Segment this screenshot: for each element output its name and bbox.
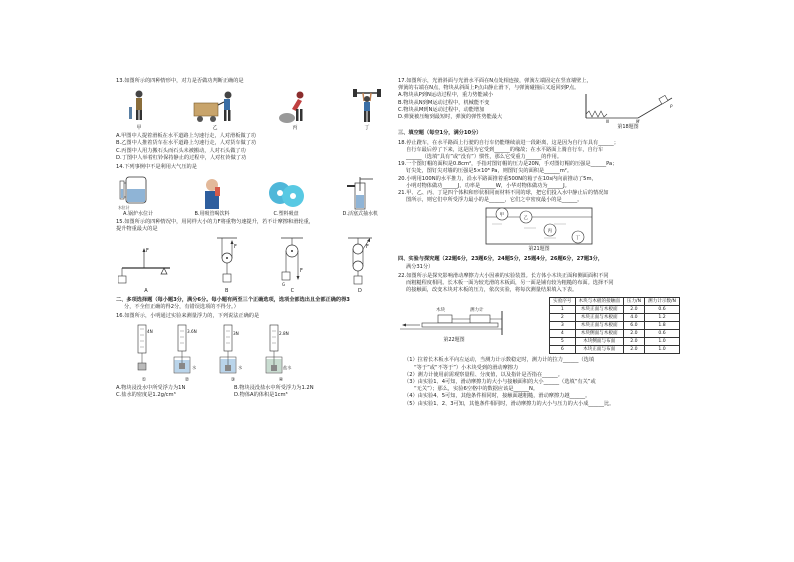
table-cell: 6 (550, 346, 575, 354)
q16-step-1: ① (141, 377, 147, 384)
spring-scale-water-diagram (172, 323, 202, 377)
q15-figures (118, 236, 374, 294)
q22-fig-caption: 第22题图 (443, 337, 465, 344)
q22-sub-1: （1）拉着长木板水平向左运动，当测力计示数稳定时，测力计的拉力______（选填 (404, 357, 595, 364)
q13-fig-bing (278, 89, 312, 131)
table-header: 实验序号 (550, 298, 575, 306)
q22-line2: 而粗糙程度相同。长木板一面为较光滑的木板面，另一面是铺有较为粗糙的布面。选择不同 (406, 280, 614, 287)
table-cell: 木块正面与木板面 (575, 322, 623, 330)
table-cell: 4.0 (623, 314, 644, 322)
q16-fig-4 (264, 323, 298, 383)
q16-reading-2: 3.6N (187, 329, 197, 335)
q14-fig-c (266, 177, 306, 217)
table-cell: 2.0 (623, 346, 644, 354)
pulley-block-diagram (346, 236, 374, 288)
ball-yi-label: 乙 (523, 216, 528, 222)
q22-sub-5: （5）由实验1、2、3可知，其他条件相同时，滑动摩擦力的大小与压力的大小成______比。 (404, 400, 615, 407)
q17-fig-caption: 第18题图 (617, 124, 639, 131)
q16-option-c: C.盐水的密度是1.2g/cm³ (116, 392, 176, 399)
table-cell: 木块正面与木板面 (575, 314, 623, 322)
q13-option-a: A.甲图中人提着滑板在水平道路上匀速行走，人对滑板做了功 (116, 133, 256, 140)
table-cell: 2 (550, 314, 575, 322)
table-cell: 5 (550, 338, 575, 346)
table-cell: 1 (550, 306, 575, 314)
q16-options (116, 385, 388, 399)
q13-option-d: D.丁图中人举着杠铃保持静止的过程中，人对杠铃做了功 (116, 154, 247, 161)
q16-liquid-2: 水 (192, 365, 197, 371)
q18-line3: ______（选填“具有”或“没有”）惯性，那么它受重力______的作用。 (406, 154, 563, 161)
suction-cups-icon (266, 177, 306, 211)
spring-scale-saltwater-diagram (264, 323, 298, 377)
q21-line2: 图所示，则它们中所受浮力最小的是______，它们之中密度最小的是______。 (406, 197, 583, 204)
table-cell: 4 (550, 330, 575, 338)
q17-line2: 弹簧的右端在N点，物块从斜面上P点由静止滑下，与弹簧碰撞后又返回到P点。 (398, 85, 580, 92)
section2-title: 二、多项选择题（每小题3分，满分6分。每小题有两至三个正确选项，选项全部选出且全部正确的得3 (116, 296, 350, 303)
table-cell: 木块侧面与布面 (575, 338, 623, 346)
q14-stem: 14.下列事例中不是利用大气压的是 (116, 164, 197, 171)
q14-label-d: D.活塞式抽水机 (342, 211, 378, 218)
q22-figure (398, 305, 510, 343)
q22-sub-4: （4）由实验4、5可知，其他条件相同时，接触面越粗糙，滑动摩擦力越______。 (404, 393, 591, 400)
q13-label-jia: 甲 (136, 125, 142, 132)
q14-fig-b (195, 177, 230, 217)
table-cell: 1.8 (645, 322, 680, 330)
table-header-row (550, 298, 680, 306)
q17-figure (580, 92, 676, 130)
friction-setup-diagram (398, 305, 510, 337)
q14-figures (118, 173, 378, 217)
q22-data-table (549, 297, 680, 354)
section3-title: 三、填空题（每空1分，满分10分） (398, 130, 482, 137)
spring-scale-water-deep-diagram (218, 323, 248, 377)
table-cell: 6.0 (623, 322, 644, 330)
q16-step-4: ④ (278, 377, 284, 384)
ball-jia-label: 甲 (499, 213, 504, 219)
q17-block (398, 92, 680, 130)
table-cell: 0.6 (645, 306, 680, 314)
table-cell: 1.2 (645, 314, 680, 322)
q22-sub-1b: “等于”或“不等于”）小木块受到的滑动摩擦力 (414, 364, 519, 371)
q16-option-a: A.物块浸没水中所受浮力为1N (116, 385, 186, 392)
fixed-pulley-diagram (279, 236, 305, 288)
q15-c-force-label: F (300, 267, 304, 274)
table-cell: 3 (550, 322, 575, 330)
table-row (550, 306, 680, 314)
q16-reading-3: 3N (233, 331, 239, 337)
q22-block-label: 木块 (436, 308, 445, 314)
q14-label-b: B.用吸管喝饮料 (194, 211, 230, 218)
person-stone-icon (278, 89, 312, 125)
q15-label-b: B (224, 287, 229, 294)
q16-option-b: B.物块浸没盐水中所受浮力为1.2N (234, 385, 314, 392)
q17-stem: 17.如图所示，光滑斜面与光滑水平面在N点处相连接，弹簧左端固定在竖直墙壁上， (398, 78, 592, 84)
q15-c-weight-label: G (282, 281, 286, 287)
q13-option-b: B.乙图中人推着货车在水平道路上匀速行走，人对货车做了功 (116, 140, 257, 147)
q13-fig-jia (126, 89, 152, 131)
q17-option-d: D.弹簧被压缩到最短时，弹簧的弹性势能最大 (398, 114, 503, 121)
q17-fig-label-n: N (606, 119, 609, 125)
boy-drinking-icon (199, 177, 225, 211)
q18-line1: 18.停止蹬车，在水平路面上行驶的自行车仍能继续前进一段距离，这是因为自行车具有______； (398, 139, 619, 146)
table-cell: 2.0 (623, 330, 644, 338)
table-header: 压力/N (623, 298, 644, 306)
spring-scale-air-diagram (132, 323, 156, 377)
table-cell: 木块侧面与木板面 (575, 330, 623, 338)
person-cart-icon (192, 89, 238, 125)
lever-diagram (118, 242, 174, 288)
table-cell: 木块正面与木板面 (575, 306, 623, 314)
boiler-gauge-icon (118, 173, 158, 205)
q13-label-ding: 丁 (364, 125, 370, 132)
right-column (398, 70, 680, 408)
q13-option-c: C.丙图中人用力搬石头而石头未被搬动，人对石头做了功 (116, 147, 246, 154)
q13-fig-yi (192, 89, 238, 131)
q16-liquid-3: 水 (238, 365, 243, 371)
q20-line2: 小明对物体做功______J，功率是______W，小华对物体做功为______J。 (406, 182, 570, 189)
table-cell: 1.0 (645, 338, 680, 346)
q15-label-c: C (290, 287, 295, 294)
q22-sub-2: （2）测力计使用前需观察量程、分度值，以及指针是否指在______。 (404, 371, 563, 378)
q21-figure (398, 206, 680, 252)
table-cell: 2.0 (623, 338, 644, 346)
table-row (550, 346, 680, 354)
table-cell: 木块正面与布面 (575, 346, 623, 354)
q22-sub-3b: “无关”）；那么，实验6空格中的数据应该是______N。 (414, 386, 539, 393)
q13-fig-ding (352, 89, 382, 131)
q14-label-c: C.塑料吸盘 (273, 211, 299, 218)
q13-label-yi: 乙 (212, 125, 218, 132)
q14-fig-a (118, 173, 158, 217)
q16-fig-1 (132, 323, 156, 383)
table-row (550, 338, 680, 346)
q15-stem2: 提升物重最大的是 (116, 226, 158, 233)
q17-option-b: B.物块从N到M运动过程中，机械能不变 (398, 99, 490, 106)
q16-stem: 16.如图所示，小明通过实验来测量浮力的，下列说法正确的是 (116, 313, 260, 320)
q15-label-a: A (144, 287, 148, 294)
movable-pulley-diagram (215, 236, 239, 288)
q21-line1: 21.甲、乙、丙、丁是四个体积和形状相同而材料不同的球，把它们投入水中静止后的情况如 (398, 190, 609, 197)
person-barbell-icon (352, 89, 382, 125)
q14-side-label: 水位计 (118, 205, 130, 211)
q15-fig-b (215, 236, 239, 294)
q19-line2: 钉尖处，图钉尖对墙的压强是5×10⁸ Pa，则图钉尖的面积是______m²。 (406, 168, 573, 175)
q16-step-3: ③ (230, 377, 236, 384)
q16-option-d: D.物体A的体积是1cm³ (234, 392, 288, 399)
q15-fig-c (279, 236, 305, 294)
q17-option-c: C.物块从M到N运动过程中，动能增加 (398, 106, 485, 113)
q15-label-d: D (358, 287, 362, 294)
section2-line2: 分，不全但正确的得2分，有错误选项的不得分。） (124, 303, 239, 310)
q13-label-bing: 丙 (292, 125, 298, 132)
q22-line3: 的接触面，改变木块对木板的压力，依次实验，将每次测量结果填入下表。 (406, 287, 578, 294)
q16-figures (132, 323, 298, 383)
table-header: 测力计示数/N (645, 298, 680, 306)
incline-spring-diagram (580, 92, 676, 124)
left-column (116, 70, 388, 400)
q14-label-a: A.锅炉水位计 (123, 211, 153, 218)
q18-line2: 自行车最后停了下来，这是因为它受到______的缘故；在水平路面上骑自行车，自行车 (406, 146, 604, 153)
table-header: 木块与木板的接触面 (575, 298, 623, 306)
table-cell: 2.0 (623, 306, 644, 314)
ball-ding-label: 丁 (575, 236, 580, 242)
q20-line1: 20.小明用100N的水平推力，沿水平路面推着重500N的箱子在10s内向前推动了5m， (398, 175, 597, 182)
q15-a-force-label: F (146, 247, 149, 254)
person-skateboard-icon (126, 89, 152, 125)
q22-line1: 22.如图所示是探究影响滑动摩擦力大小因素的实验装置。长方体小木块正面和侧面面积不同 (398, 272, 609, 279)
piston-pump-icon (343, 177, 377, 211)
q15-b-force-label: F (233, 243, 237, 250)
q17-fig-label-m: M (636, 119, 640, 125)
ball-bing-label: 丙 (547, 229, 552, 235)
q16-reading-4: 2.8N (279, 331, 289, 337)
floating-balls-tank-diagram (484, 206, 594, 246)
q14-fig-d (343, 177, 378, 217)
table-row (550, 322, 680, 330)
q19-line1: 19.一个图钉帽的面积是0.8cm²，手指对图钉帽的压力是20N，手对图钉帽的压强是______Pa； (398, 161, 618, 168)
table-cell: 1.0 (645, 346, 680, 354)
q22-block (398, 297, 680, 354)
q16-reading-1: 4N (147, 329, 153, 335)
q22-meter-label: 测力计 (470, 308, 484, 314)
q16-fig-3 (218, 323, 248, 383)
q17-option-a: A.物块从P到N运动过程中，重力势能减小 (398, 92, 494, 99)
q15-fig-d (346, 236, 374, 294)
q15-stem: 15.如图所示的四种情况中，用同样大小的力F将重物匀速提升，若不计摩擦和滑轮重， (116, 219, 314, 226)
q15-d-force-label: F (365, 243, 369, 250)
q13-stem: 13.如图所示的四种情形中，对力是否做功判断正确的是 (116, 78, 244, 84)
section4-title: 四、实验与探究题（22题6分，23题6分，24题5分，25题4分，26题6分，27题3分， (398, 256, 604, 263)
q16-step-2: ② (184, 377, 190, 384)
q16-fig-2 (172, 323, 202, 383)
q13-figures (126, 89, 382, 131)
table-row (550, 314, 680, 322)
q15-fig-a (118, 242, 174, 294)
q21-fig-caption: 第21题图 (528, 246, 550, 253)
section4-line2: 满分31分） (406, 263, 434, 270)
q16-liquid-4: 盐水 (283, 365, 292, 371)
table-cell: 0.6 (645, 330, 680, 338)
table-row (550, 330, 680, 338)
q22-sub-3: （3）由实验1、4可知，滑动摩擦力的大小与接触面积的大小______（选填“有关”或 (404, 379, 596, 386)
q17-fig-label-p: P (670, 104, 673, 110)
